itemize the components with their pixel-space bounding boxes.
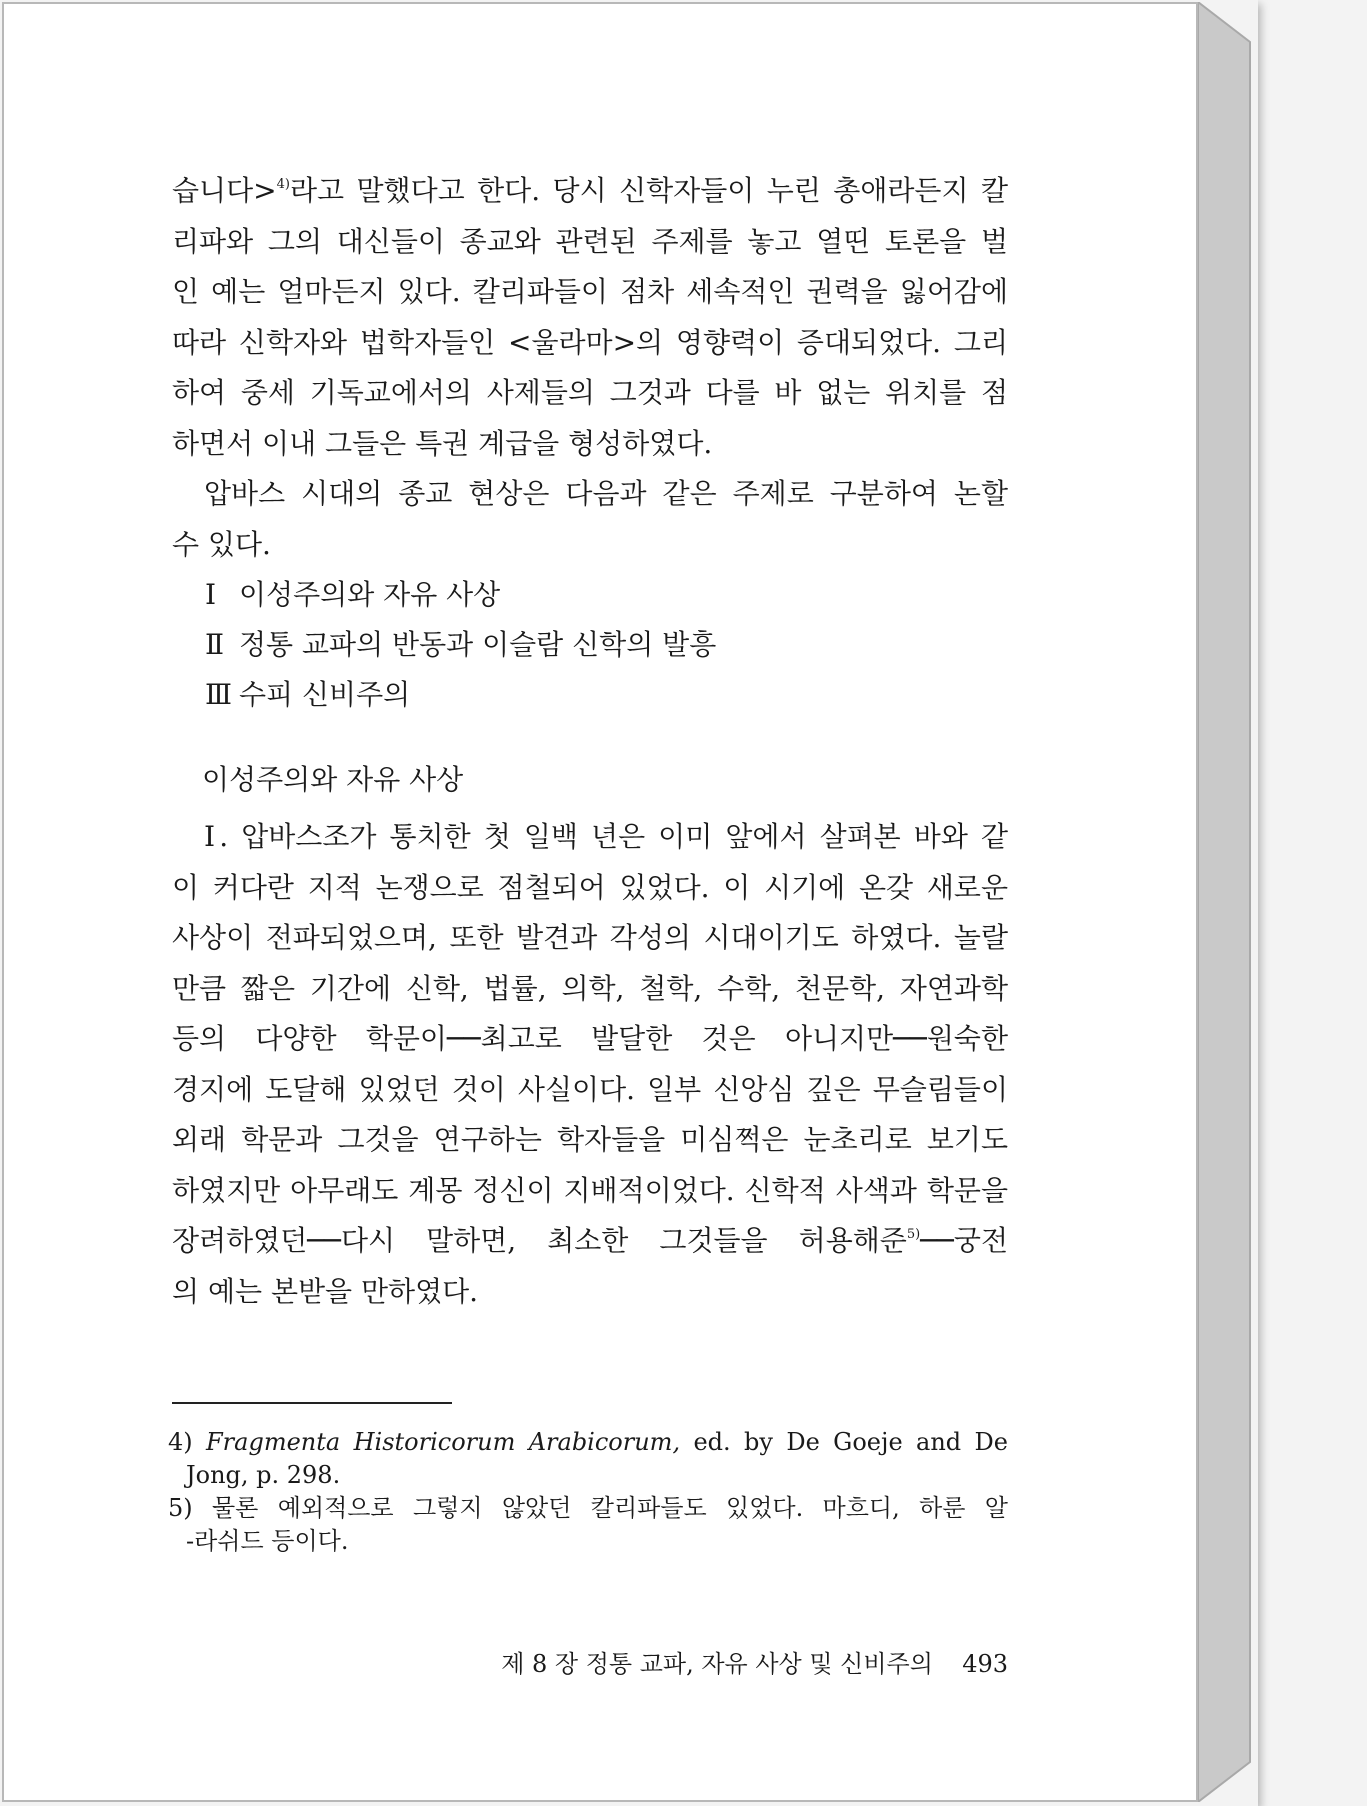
page-edge [1198, 2, 1254, 1802]
paragraph-line [172, 1216, 1008, 1267]
paragraph-line: 따라 신학자와 법학자들인 <울라마>의 영향력이 증대되었다. 그리 [172, 325, 1008, 359]
paragraph-line: 하였지만 아무래도 계몽 정신이 지배적이었다. 신학적 사색과 학문을 [172, 1173, 1008, 1207]
text-run: 라고 말했다고 한다. 당시 신학자들이 누린 총애라든지 칼 [289, 174, 1008, 207]
paragraph-line: 만큼 짧은 기간에 신학, 법률, 의학, 철학, 수학, 천문학, 자연과학 [172, 971, 1008, 1005]
list-number: Ⅲ [205, 678, 233, 711]
section-heading: 이성주의와 자유 사상 [202, 763, 464, 796]
text-run: 장려하였던──다시 말하면, 최소한 그것들을 허용해준 [172, 1224, 907, 1257]
paragraph-line: 인 예는 얼마든지 있다. 칼리파들이 점차 세속적인 권력을 잃어감에 [172, 275, 1008, 308]
list-item [205, 670, 716, 720]
paragraph-1 [172, 166, 1008, 570]
list-number: Ⅰ [205, 578, 217, 611]
footnote-ref-4[interactable]: 4) [276, 177, 290, 192]
list-text: 이성주의와 자유 사상 [239, 578, 501, 611]
paragraph-line: 하여 중세 기독교에서의 사제들의 그것과 다를 바 없는 위치를 점 [172, 376, 1008, 409]
footnotes [168, 1426, 1008, 1558]
list-item [205, 620, 716, 670]
footnote-4 [168, 1426, 1008, 1459]
paragraph-line: Ⅰ. 압바스조가 통치한 첫 일백 년은 이미 앞에서 살펴본 바와 같 [204, 820, 1008, 853]
list-item [205, 570, 716, 620]
list-text: 수피 신비주의 [239, 678, 411, 711]
footnote-title: Fragmenta Historicorum Arabicorum, [206, 1428, 681, 1456]
list-text: 정통 교파의 반동과 이슬람 신학의 발흥 [239, 628, 717, 661]
paragraph-line [172, 166, 1008, 217]
paragraph-line: 등의 다양한 학문이──최고로 발달한 것은 아니지만──원숙한 [172, 1022, 1008, 1055]
footnote-text: ed. by De Goeje and De [693, 1428, 1008, 1456]
paragraph-line: 리파와 그의 대신들이 종교와 관련된 주제를 놓고 열띤 토론을 벌 [172, 224, 1008, 258]
section-paragraph [172, 812, 1008, 1317]
paragraph-line: 압바스 시대의 종교 현상은 다음과 같은 주제로 구분하여 논할 [204, 477, 1008, 510]
paragraph-line: 외래 학문과 그것을 연구하는 학자들을 미심쩍은 눈초리로 보기도 [172, 1123, 1008, 1156]
footnote-5-cont: -라쉬드 등이다. [186, 1527, 349, 1555]
page-number: 493 [962, 1650, 1008, 1678]
text-run: 습니다> [172, 174, 277, 207]
text-run: ──궁전 [920, 1224, 1008, 1257]
footnote-divider [172, 1402, 452, 1404]
paragraph-line: 의 예는 본받을 만하였다. [172, 1274, 479, 1308]
footnote-4-cont: Jong, p. 298. [186, 1461, 341, 1489]
list-number: Ⅱ [205, 628, 225, 661]
chapter-title: 제 8 장 정통 교파, 자유 사상 및 신비주의 [501, 1650, 933, 1678]
paragraph-line: 경지에 도달해 있었던 것이 사실이다. 일부 신앙심 깊은 무슬림들이 [172, 1072, 1008, 1106]
topic-list [205, 570, 716, 720]
paragraph-line: 사상이 전파되었으며, 또한 발견과 각성의 시대이기도 하였다. 놀랄 [172, 921, 1008, 954]
running-footer [474, 1644, 1008, 1679]
footnote-5: 5) 물론 예외적으로 그렇지 않았던 칼리파들도 있었다. 마흐디, 하룬 알 [168, 1494, 1008, 1522]
footnote-number: 4) [168, 1428, 193, 1456]
paragraph-line: 하면서 이내 그들은 특권 계급을 형성하였다. [172, 426, 713, 460]
paragraph-line: 수 있다. [172, 527, 271, 561]
footnote-ref-5[interactable]: 5) [906, 1227, 921, 1242]
paragraph-line: 이 커다란 지적 논쟁으로 점철되어 있었다. 이 시기에 온갖 새로운 [172, 870, 1008, 904]
